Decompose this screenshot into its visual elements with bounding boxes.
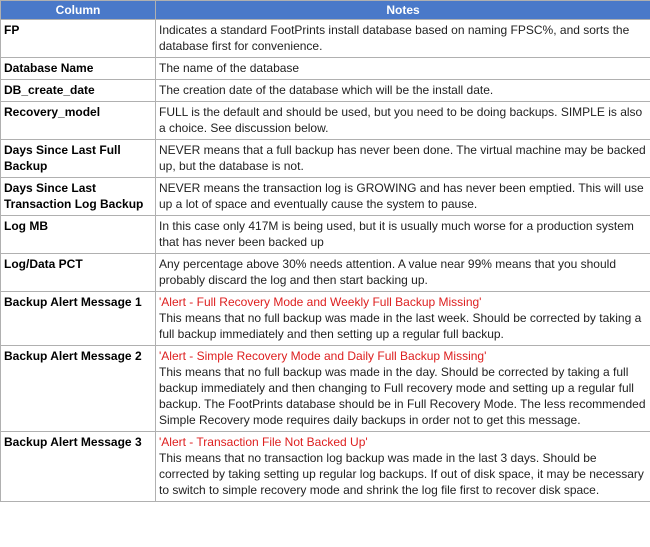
row-column-cell: Recovery_model bbox=[1, 102, 156, 140]
alert-description: This means that no full backup was made in the last week. Should be corrected by taking a full backup immediately and then setting up a regular full backup. bbox=[159, 311, 642, 341]
row-notes-cell bbox=[156, 432, 650, 502]
row-column-cell: Days Since Last Transaction Log Backup bbox=[1, 178, 156, 216]
row-notes-cell: In this case only 417M is being used, but it is usually much worse for a production system that has never been backed up bbox=[156, 216, 650, 254]
header-row bbox=[1, 1, 650, 20]
row-column-cell: DB_create_date bbox=[1, 80, 156, 102]
row-column-cell: Days Since Last Full Backup bbox=[1, 140, 156, 178]
row-column-cell: Database Name bbox=[1, 58, 156, 80]
row-notes-cell: NEVER means the transaction log is GROWING and has never been emptied. This will use up a lot of space and eventually cause the system to pause. bbox=[156, 178, 650, 216]
row-notes-cell: The creation date of the database which will be the install date. bbox=[156, 80, 650, 102]
table-row bbox=[1, 58, 650, 80]
table-row bbox=[1, 216, 650, 254]
row-notes-cell: FULL is the default and should be used, but you need to be doing backups. SIMPLE is also a choice. See discussion below. bbox=[156, 102, 650, 140]
table-row bbox=[1, 140, 650, 178]
row-notes-cell: Indicates a standard FootPrints install database based on naming FPSC%, and sorts the database first for convenience. bbox=[156, 20, 650, 58]
alert-description: This means that no full backup was made in the day. Should be corrected by taking a full backup immediately and then changing to Full recovery mode and setting up a regular full backup. The FootPrints database should be in Full Recovery Mode. The less recommended Simple Recovery mode requires daily backups in order not to get this message. bbox=[159, 365, 646, 427]
row-column-cell: Log/Data PCT bbox=[1, 254, 156, 292]
row-column-cell: Backup Alert Message 3 bbox=[1, 432, 156, 502]
alert-message-text: 'Alert - Transaction File Not Backed Up' bbox=[159, 435, 368, 449]
row-notes-cell: NEVER means that a full backup has never been done. The virtual machine may be backed up, but the database is not. bbox=[156, 140, 650, 178]
table-row bbox=[1, 178, 650, 216]
row-notes-cell bbox=[156, 346, 650, 432]
table-row bbox=[1, 432, 650, 502]
alert-message-text: 'Alert - Simple Recovery Mode and Daily Full Backup Missing' bbox=[159, 349, 487, 363]
row-column-cell: FP bbox=[1, 20, 156, 58]
row-notes-cell bbox=[156, 292, 650, 346]
alert-description: This means that no transaction log backup was made in the last 3 days. Should be corrected by taking setting up regular log backups. If out of disk space, it may be necessary to switch to simple recovery mode and shrink the log file first to recover disk space. bbox=[159, 451, 644, 497]
table-row bbox=[1, 102, 650, 140]
row-column-cell: Backup Alert Message 1 bbox=[1, 292, 156, 346]
row-notes-cell: The name of the database bbox=[156, 58, 650, 80]
column-header: Column bbox=[1, 1, 156, 20]
row-column-cell: Log MB bbox=[1, 216, 156, 254]
table-row bbox=[1, 254, 650, 292]
table-row bbox=[1, 346, 650, 432]
notes-header: Notes bbox=[156, 1, 650, 20]
row-column-cell: Backup Alert Message 2 bbox=[1, 346, 156, 432]
table-row bbox=[1, 292, 650, 346]
row-notes-cell: Any percentage above 30% needs attention. A value near 99% means that you should probably discard the log and then start backing up. bbox=[156, 254, 650, 292]
alert-message-text: 'Alert - Full Recovery Mode and Weekly Full Backup Missing' bbox=[159, 295, 482, 309]
table-row bbox=[1, 20, 650, 58]
table-row bbox=[1, 80, 650, 102]
